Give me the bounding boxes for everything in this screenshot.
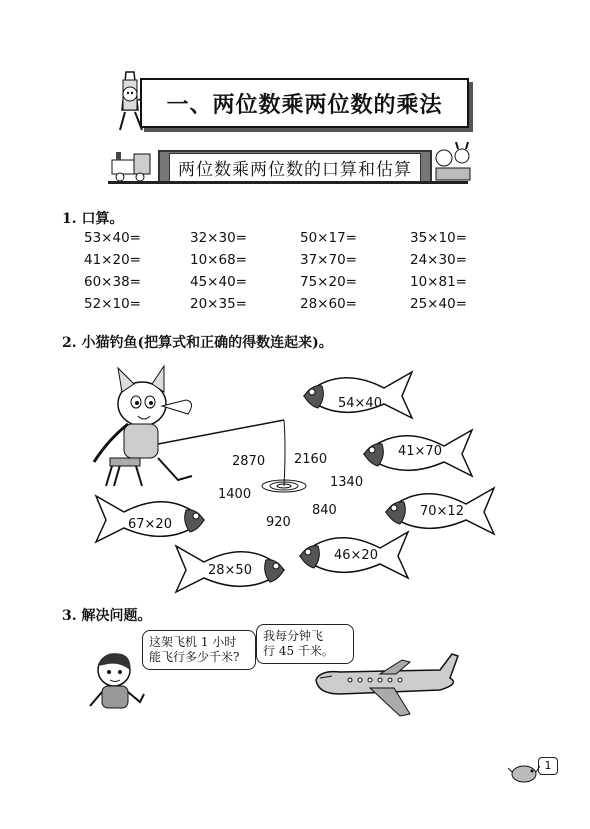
answer-number: 1340 [330,475,364,490]
fish-label: 67×20 [128,517,172,532]
answer-number: 920 [266,515,291,530]
calc-item: 53×40= [84,230,141,246]
divider [108,181,468,184]
calc-item: 75×20= [300,274,357,290]
kids-icon [432,142,474,182]
child-speech-bubble [142,630,256,670]
bubble-line: 这架飞机 1 小时 [149,635,237,649]
bubble-line: 我每分钟飞 [263,629,324,643]
calc-item: 41×20= [84,252,141,268]
subtitle-text: 两位数乘两位数的口算和估算 [169,153,421,182]
calc-item: 50×17= [300,230,357,246]
answer-number: 2160 [294,452,328,467]
question-2-title: 2. 小猫钓鱼(把算式和正确的得数连起来)。 [62,335,333,351]
fish-label: 41×70 [398,444,442,459]
calc-item: 24×30= [410,252,467,268]
fish-label: 54×40 [338,396,382,411]
fish-label: 46×20 [334,548,378,563]
calc-item: 10×81= [410,274,467,290]
bird-icon [508,758,540,786]
calc-item: 28×60= [300,296,357,312]
calc-item: 60×38= [84,274,141,290]
calc-item: 32×30= [190,230,247,246]
bubble-line: 行 45 千米。 [263,644,334,658]
calc-item: 25×40= [410,296,467,312]
answer-number: 2870 [232,454,266,469]
calc-item: 35×10= [410,230,467,246]
question-3-title: 3. 解决问题。 [62,608,152,624]
fish-icon [298,364,418,424]
page-title: 一、两位数乘两位数的乘法 [140,78,469,128]
airplane-icon [310,650,460,720]
fish-label: 70×12 [420,504,464,519]
calc-item: 45×40= [190,274,247,290]
calc-item: 37×70= [300,252,357,268]
answer-number: 1400 [218,487,252,502]
calc-item: 20×35= [190,296,247,312]
child-icon [84,648,148,720]
page-number: 1 [538,757,558,775]
answer-number: 840 [312,503,337,518]
calc-item: 10×68= [190,252,247,268]
question-1-title: 1. 口算。 [62,211,124,227]
section-subtitle [158,150,432,184]
fish-label: 28×50 [208,563,252,578]
bubble-line: 能飞行多少千米? [149,650,240,664]
train-icon [108,150,156,182]
calc-item: 52×10= [84,296,141,312]
